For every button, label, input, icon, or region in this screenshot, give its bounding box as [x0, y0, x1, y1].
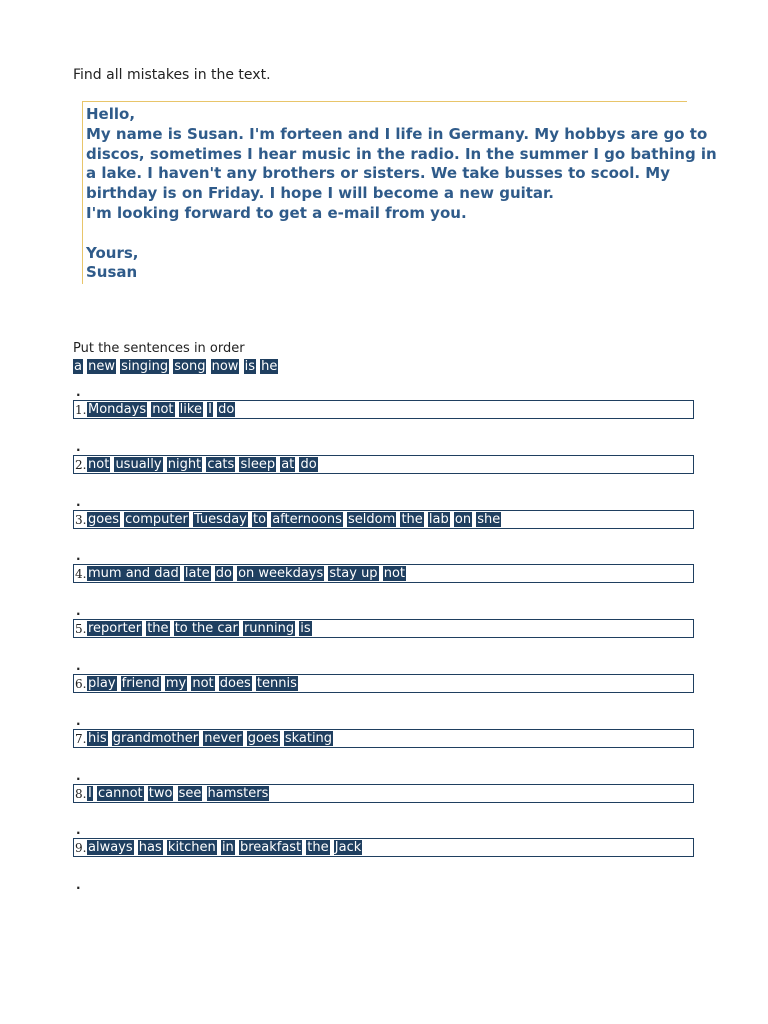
word-token[interactable]: the [147, 621, 169, 637]
word-token[interactable]: breakfast [239, 840, 302, 856]
word-token[interactable]: mum and dad [88, 566, 179, 582]
word-token[interactable]: has [138, 840, 162, 856]
word-token[interactable]: Jack [334, 840, 362, 856]
word-token[interactable]: stay up [329, 566, 378, 582]
word-token[interactable]: skating [284, 730, 333, 746]
exercise-tokens [87, 621, 312, 637]
word-token[interactable]: is [300, 621, 311, 637]
word-token[interactable]: do [300, 456, 317, 472]
answer-line-dot: . [76, 823, 81, 838]
word-token[interactable]: see [178, 785, 202, 801]
exercise-number: 7. [75, 731, 87, 746]
word-token[interactable]: sleep [240, 456, 276, 472]
exercise-box-4[interactable] [73, 564, 694, 583]
word-token[interactable]: do [218, 402, 235, 417]
word-token[interactable]: night [167, 456, 202, 472]
exercise-tokens [87, 786, 269, 802]
word-token[interactable]: hamsters [207, 785, 269, 801]
exercise-number: 1. [75, 403, 87, 417]
word-token[interactable]: do [215, 566, 232, 582]
word-token[interactable]: computer [125, 511, 188, 527]
word-token[interactable]: not [383, 566, 405, 582]
word-token[interactable]: not [152, 402, 174, 417]
letter-line: birthday is on Friday. I hope I will become a new guitar. [86, 184, 555, 203]
letter-line: Yours, [86, 243, 139, 262]
answer-line-dot: . [76, 385, 81, 399]
word-token[interactable]: cats [207, 456, 235, 472]
word-token[interactable]: reporter [88, 621, 142, 637]
word-token[interactable]: cannot [97, 785, 143, 801]
word-token[interactable]: late [184, 566, 210, 582]
word-token[interactable]: not [192, 676, 214, 691]
exercise-number: 9. [75, 841, 87, 856]
exercise-box-2[interactable] [73, 455, 694, 474]
word-token[interactable]: tennis [256, 676, 297, 691]
answer-line-dot: . [76, 768, 81, 783]
exercise-number: 5. [75, 622, 87, 637]
word-token[interactable]: two [148, 785, 173, 801]
letter-text-box [82, 101, 717, 284]
word-token[interactable]: Mondays [88, 402, 147, 417]
exercise-box-7[interactable] [73, 729, 694, 748]
exercise-box-9[interactable] [73, 838, 694, 857]
exercise-tokens [87, 731, 333, 747]
answer-line-dot: . [76, 439, 81, 454]
word-token[interactable]: in [221, 840, 234, 856]
exercise-box-1[interactable] [73, 400, 694, 419]
word-token[interactable]: at [281, 456, 295, 472]
word-token[interactable]: now [211, 359, 239, 374]
word-token[interactable]: goes [247, 730, 279, 746]
exercise-tokens [87, 402, 235, 418]
letter-line [86, 224, 717, 244]
word-token[interactable]: goes [88, 511, 119, 527]
word-token[interactable]: Tuesday [193, 511, 247, 527]
exercise-box-8[interactable] [73, 784, 694, 803]
letter-line: a lake. I haven't any brothers or sisters. We take busses to scool. My [86, 164, 670, 183]
word-token[interactable]: the [307, 840, 329, 856]
word-token[interactable]: kitchen [167, 840, 216, 856]
word-token[interactable]: afternoons [272, 511, 342, 527]
word-token[interactable]: on [454, 511, 472, 527]
word-token[interactable]: friend [121, 676, 160, 691]
word-token[interactable]: to the car [174, 621, 238, 637]
word-token[interactable]: she [477, 511, 501, 527]
instruction-find-mistakes: Find all mistakes in the text. [73, 67, 271, 83]
exercise-box-6[interactable] [73, 674, 694, 693]
word-token[interactable]: new [88, 359, 115, 374]
exercise-tokens [87, 512, 501, 528]
word-token[interactable]: play [88, 676, 116, 691]
word-token[interactable]: never [204, 730, 242, 746]
word-token[interactable]: does [219, 676, 251, 691]
exercise-tokens [87, 840, 362, 856]
word-token[interactable]: lab [428, 511, 449, 527]
exercise-number: 6. [75, 677, 87, 691]
exercise-number: 4. [75, 567, 87, 582]
exercise-box-3[interactable] [73, 510, 694, 529]
exercise-number: 3. [75, 512, 87, 527]
word-token[interactable]: is [244, 359, 255, 374]
exercise-tokens [87, 457, 318, 473]
word-token[interactable]: on weekdays [238, 566, 324, 582]
exercise-number: 2. [75, 457, 87, 472]
word-token[interactable]: always [88, 840, 133, 856]
letter-line: Susan [86, 263, 138, 282]
instruction-order-sentences: Put the sentences in order [73, 341, 245, 356]
word-token[interactable]: song [174, 359, 206, 374]
answer-line-dot: . [76, 659, 81, 673]
letter-text [86, 105, 717, 283]
word-token[interactable]: to [253, 511, 267, 527]
answer-line-dot: . [76, 713, 81, 728]
answer-line-dot: . [76, 494, 81, 509]
letter-line: discos, sometimes I hear music in the radio. In the summer I go bathing in [86, 144, 717, 163]
exercise-number: 8. [75, 786, 87, 801]
word-token[interactable]: his [88, 730, 107, 746]
word-token[interactable]: the [401, 511, 423, 527]
answer-line-dot: . [76, 604, 81, 619]
answer-line-dot: . [76, 549, 81, 564]
word-token[interactable]: like [179, 402, 202, 417]
word-token[interactable]: I [208, 402, 212, 417]
word-token[interactable]: usually [115, 456, 162, 472]
word-token[interactable]: singing [121, 359, 169, 374]
word-token[interactable]: my [165, 676, 187, 691]
word-token[interactable]: running [243, 621, 295, 637]
letter-line: Hello, [86, 105, 136, 123]
word-token[interactable]: a [74, 359, 82, 374]
exercise-box-5[interactable] [73, 619, 694, 638]
word-token[interactable]: grandmother [112, 730, 199, 746]
exercise-tokens [87, 566, 406, 582]
letter-line: My name is Susan. I'm forteen and I life in Germany. My hobbys are go to [86, 124, 708, 143]
word-token[interactable]: not [88, 456, 110, 472]
example-sentence [73, 359, 278, 375]
exercise-tokens [87, 676, 298, 692]
word-token[interactable]: I [88, 785, 92, 801]
word-token[interactable]: seldom [348, 511, 396, 527]
word-token[interactable]: he [261, 359, 278, 374]
answer-line-dot: . [76, 878, 81, 893]
letter-line: I'm looking forward to get a e-mail from you. [86, 203, 467, 222]
